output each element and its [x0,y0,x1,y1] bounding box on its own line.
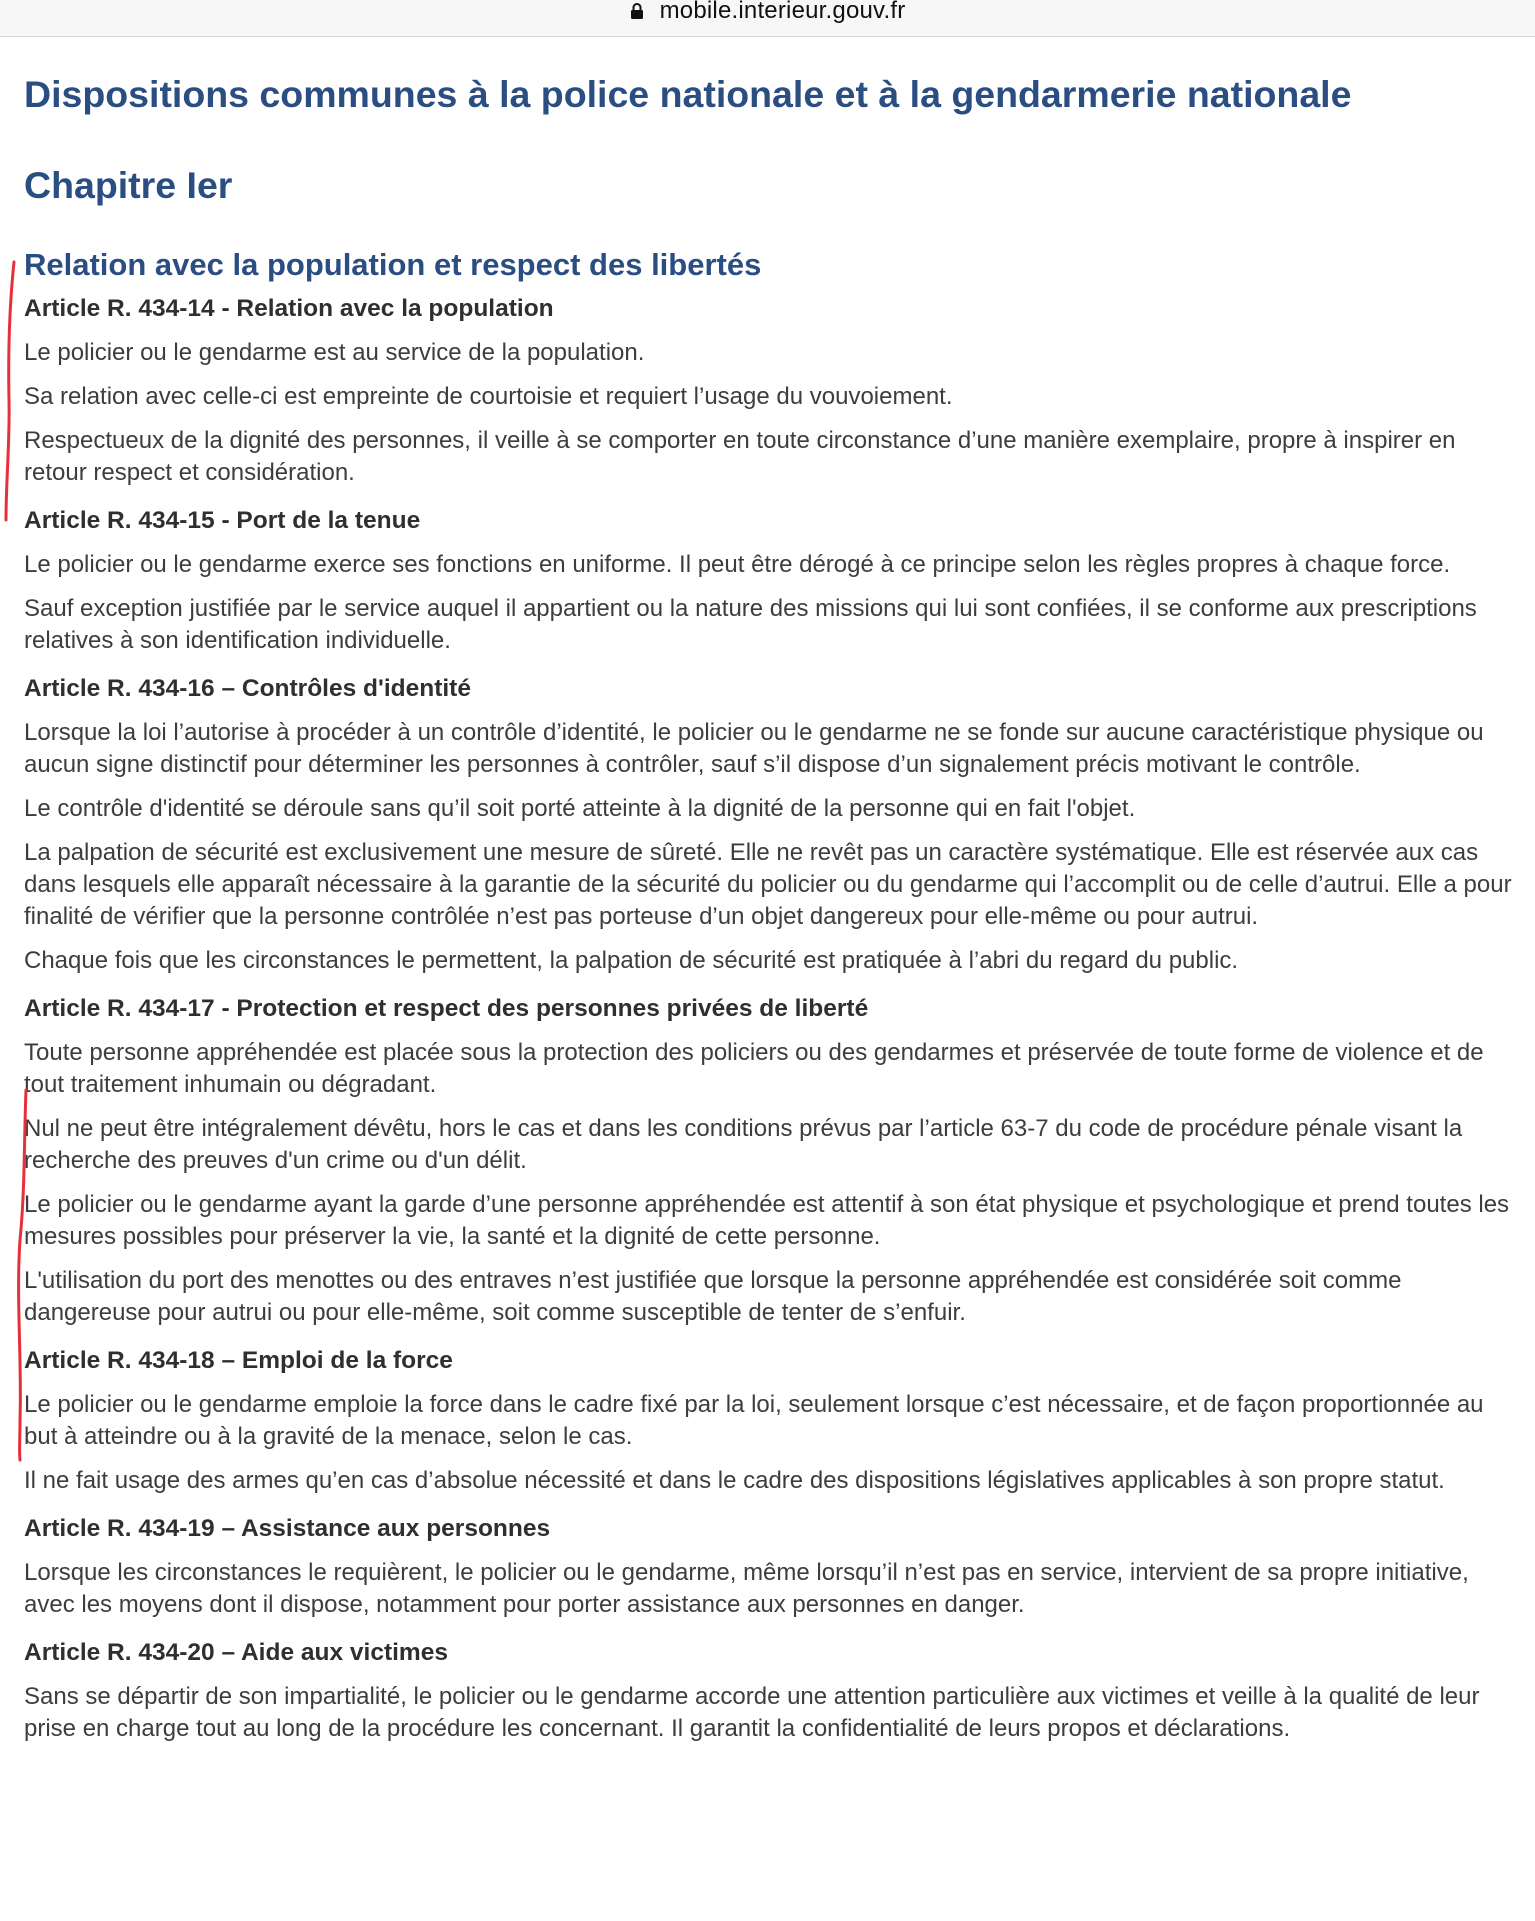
article [24,1337,1514,1497]
article-title: Article R. 434-17 - Protection et respect des personnes privées de liberté [24,995,869,1023]
page-content [24,36,1514,1745]
article-paragraph: Lorsque les circonstances le requièrent, le policier ou le gendarme, même lorsqu’il n’est pas en service, intervient de sa propre initiative, avec les moyens dont il dispose, notamment pour porter assistance aux personnes en danger. [24,1559,1469,1619]
article-paragraph: Le contrôle d'identité se déroule sans qu’il soit porté atteinte à la dignité de la personne qui en fait l'objet. [24,795,1136,823]
chapter-heading: Chapitre Ier [24,164,233,206]
section-heading: Relation avec la population et respect des libertés [24,247,762,282]
article-paragraph: L'utilisation du port des menottes ou des entraves n’est justifiée que lorsque la personne appréhendée est considérée soit comme dangereuse pour autrui ou pour elle-même, soit comme susceptible de tenter de s’enfuir. [24,1267,1402,1327]
article-paragraph: Respectueux de la dignité des personnes, il veille à se comporter en toute circonstance d’une manière exemplaire, propre à inspirer en retour respect et considération. [24,427,1456,487]
article-paragraph: Toute personne appréhendée est placée sous la protection des policiers ou des gendarmes et préservée de toute forme de violence et de tout traitement inhumain ou dégradant. [24,1039,1484,1099]
article-title: Article R. 434-14 - Relation avec la population [24,295,554,323]
article-title: Article R. 434-15 - Port de la tenue [24,507,421,535]
article-paragraph: Il ne fait usage des armes qu’en cas d’absolue nécessité et dans le cadre des dispositions législatives applicables à son propre statut. [24,1467,1445,1495]
article-list [24,287,1514,1745]
article-paragraph: Chaque fois que les circonstances le permettent, la palpation de sécurité est pratiquée à l’abri du regard du public. [24,947,1239,975]
article-paragraph: Sa relation avec celle-ci est empreinte de courtoisie et requiert l’usage du vouvoiement. [24,383,953,411]
article [24,287,1514,489]
article-title: Article R. 434-18 – Emploi de la force [24,1347,453,1375]
page-title: Dispositions communes à la police nationale et à la gendarmerie nationale [24,73,1352,115]
article [24,665,1514,977]
article-title: Article R. 434-19 – Assistance aux personnes [24,1515,551,1543]
article-title: Article R. 434-20 – Aide aux victimes [24,1639,448,1667]
article-paragraph: Nul ne peut être intégralement dévêtu, hors le cas et dans les conditions prévus par l’article 63-7 du code de procédure pénale visant la recherche des preuves d'un crime ou d'un délit. [24,1115,1463,1175]
article-title: Article R. 434-16 – Contrôles d'identité [24,675,471,703]
lock-icon [630,0,652,23]
browser-address-bar[interactable] [0,0,1535,37]
annotation-mark-top [6,262,14,520]
article [24,985,1514,1329]
article-paragraph: Le policier ou le gendarme exerce ses fonctions en uniforme. Il peut être dérogé à ce principe selon les règles propres à chaque force. [24,551,1451,579]
article-paragraph: Lorsque la loi l’autorise à procéder à un contrôle d’identité, le policier ou le gendarme ne se fonde sur aucune caractéristique physique ou aucun signe distinctif pour déterminer les personnes à contrôler, sauf s’il dispose d’un signalement précis motivant le contrôle. [24,719,1484,779]
article-paragraph: La palpation de sécurité est exclusivement une mesure de sûreté. Elle ne revêt pas un caractère systématique. Elle est réservée aux cas dans lesquels elle apparaît nécessaire à la garantie de la sécurité du policier ou du gendarme qui l’accomplit ou de celle d’autrui. Elle a pour finalité de vérifier que la personne contrôlée n’est pas porteuse d’un objet dangereux pour elle-même ou pour autrui. [24,839,1512,931]
article-paragraph: Sans se départir de son impartialité, le policier ou le gendarme accorde une attention particulière aux victimes et veille à la qualité de leur prise en charge tout au long de la procédure les concernant. Il garantit la confidentialité de leurs propos et déclarations. [24,1683,1480,1743]
url-text: mobile.interieur.gouv.fr [659,0,906,24]
article-paragraph: Le policier ou le gendarme est au service de la population. [24,339,645,367]
article-paragraph: Sauf exception justifiée par le service auquel il appartient ou la nature des missions qui lui sont confiées, il se conforme aux prescriptions relatives à son identification individuelle. [24,595,1477,655]
address-bar-content[interactable] [630,0,906,25]
article-paragraph: Le policier ou le gendarme ayant la garde d’une personne appréhendée est attentif à son état physique et psychologique et prend toutes les mesures possibles pour préserver la vie, la santé et la dignité de cette personne. [24,1191,1510,1251]
article [24,1505,1514,1621]
article-paragraph: Le policier ou le gendarme emploie la force dans le cadre fixé par la loi, seulement lorsque c’est nécessaire, et de façon proportionnée au but à atteindre ou à la gravité de la menace, selon le cas. [24,1391,1484,1451]
article [24,1629,1514,1745]
article [24,497,1514,657]
